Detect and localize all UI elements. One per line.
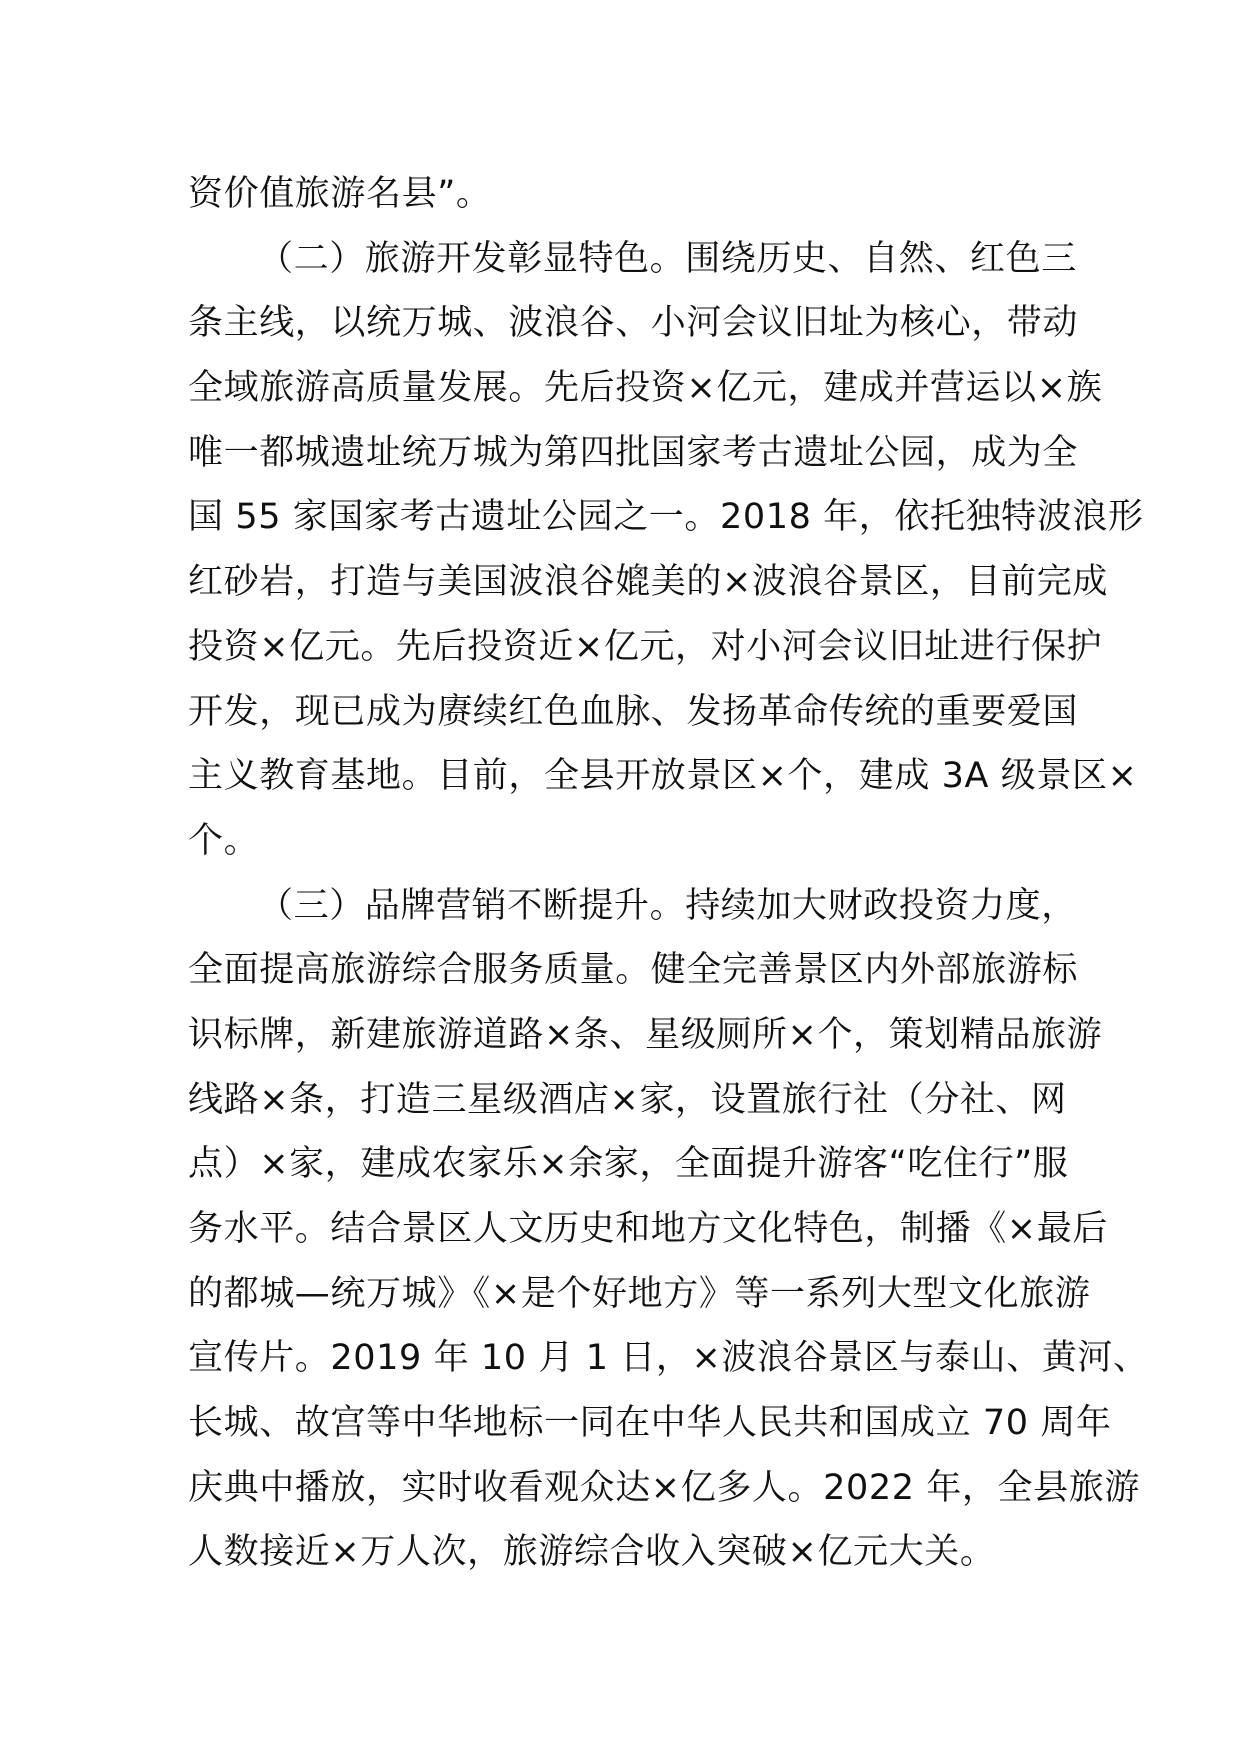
- text-line: 投资×亿元。先后投资近×亿元，对小河会议旧址进行保护: [188, 626, 1103, 667]
- text-line: 点）×家，建成农家乐×余家，全面提升游客“吃住行”服: [188, 1144, 1069, 1185]
- text-line: 开发，现已成为赓续红色血脉、发扬革命传统的重要爱国: [188, 691, 1079, 732]
- paragraph-heading-line: （二）旅游开发彰显特色。围绕历史、自然、红色三: [258, 238, 1077, 279]
- text-line: 线路×条，打造三星级酒店×家，设置旅行社（分社、网: [188, 1079, 1067, 1120]
- text-line: 个。: [188, 820, 260, 861]
- text-line: 唯一都城遗址统万城为第四批国家考古遗址公园，成为全: [188, 432, 1079, 473]
- text-line: 条主线，以统万城、波浪谷、小河会议旧址为核心，带动: [188, 303, 1079, 344]
- text-line: 务水平。结合景区人文历史和地方文化特色，制播《×最后: [188, 1209, 1108, 1249]
- text-line: 的都城—统万城》《×是个好地方》等一系列大型文化旅游: [188, 1273, 1091, 1314]
- text-line: 主义教育基地。目前，全县开放景区×个，建成 3A 级景区×: [188, 756, 1138, 797]
- text-line: 识标牌，新建旅游道路×条、星级厕所×个，策划精品旅游: [188, 1014, 1103, 1055]
- text-line: 庆典中播放，实时收看观众达×亿多人。2022 年，全县旅游: [188, 1467, 1140, 1508]
- text-line: 人数接近×万人次，旅游综合收入突破×亿元大关。: [188, 1532, 996, 1573]
- body-text: [188, 162, 1149, 1585]
- text-line: 资价值旅游名县”。: [188, 174, 492, 214]
- text-line: 国 55 家国家考古遗址公园之一。2018 年，依托独特波浪形: [188, 497, 1144, 538]
- text-line: 红砂岩，打造与美国波浪谷媲美的×波浪谷景区，目前完成: [188, 562, 1108, 603]
- paragraph-heading-line: （三）品牌营销不断提升。持续加大财政投资力度，: [258, 885, 1077, 926]
- text-line: 宣传片。2019 年 10 月 1 日，×波浪谷景区与泰山、黄河、: [188, 1338, 1149, 1379]
- text-line: 全域旅游高质量发展。先后投资×亿元，建成并营运以×族: [188, 368, 1103, 409]
- text-line: 长城、故宫等中华地标一同在中华人民共和国成立 70 周年: [188, 1403, 1112, 1444]
- text-line: 全面提高旅游综合服务质量。健全完善景区内外部旅游标: [188, 950, 1079, 991]
